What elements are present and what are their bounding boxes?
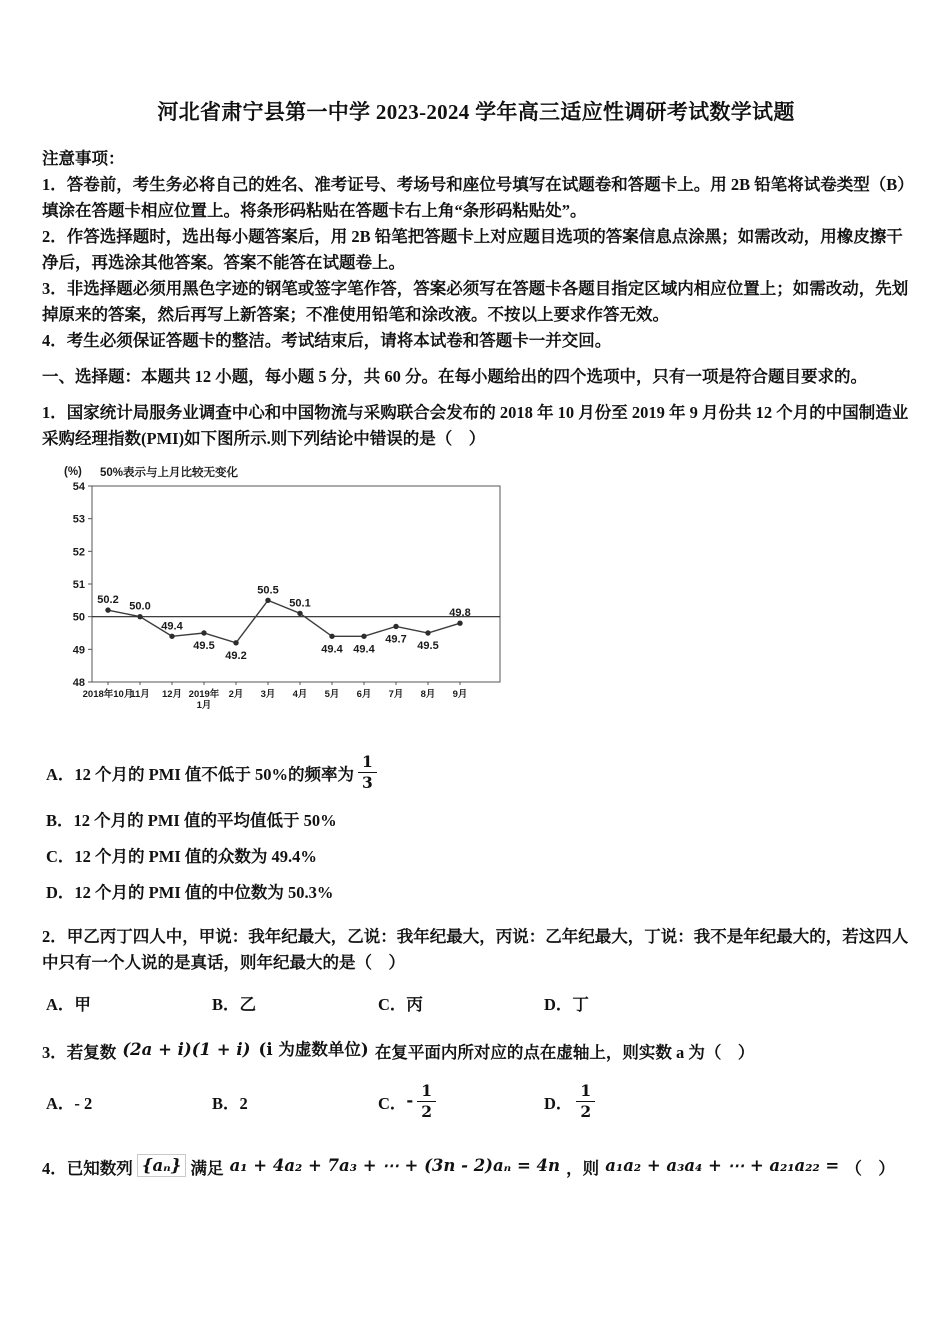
q1-option-b: B．12 个月的 PMI 值的平均值低于 50% <box>46 811 337 830</box>
svg-text:50.0: 50.0 <box>129 600 151 613</box>
fraction-one-half <box>576 1082 595 1121</box>
q1-option-a-text: A．12 个月的 PMI 值不低于 50%的频率为 <box>46 765 354 784</box>
svg-text:49.5: 49.5 <box>193 640 215 652</box>
q1-option-c: C．12 个月的 PMI 值的众数为 49.4% <box>46 847 317 866</box>
notice-item-4: 4．考生必须保证答题卡的整洁。考试结束后，请将本试卷和答题卡一并交回。 <box>42 331 612 350</box>
notice-item-2: 2．作答选择题时，选出每小题答案后，用 2B 铅笔把答题卡上对应题目选项的答案信息点涂黑；如需改动，用橡皮擦干净后，再选涂其他答案。答案不能答在试题卷上。 <box>42 227 903 272</box>
q4-equation-1: a₁ + 4a₂ + 7a₃ + ⋯ + (3n - 2)aₙ = 4n <box>229 1156 561 1175</box>
q2-option-b: B．乙 <box>212 995 257 1014</box>
svg-text:49.4: 49.4 <box>353 643 375 656</box>
fraction-numerator: 1 <box>576 1082 595 1102</box>
question-1-text: 1．国家统计局服务业调查中心和中国物流与采购联合会发布的 2018 年 10 月份至 2019 年 9 月份共 12 个月的中国制造业采购经理指数(PMI)如下图所示.则下列结论中错误的是（ ） <box>42 403 909 448</box>
q3-option-c-minus-sign: - <box>406 1091 414 1110</box>
fraction-numerator: 1 <box>417 1082 436 1102</box>
q4-prefix: 4．已知数列 <box>42 1159 133 1178</box>
fraction-numerator: 1 <box>358 753 377 773</box>
svg-text:2018年10月: 2018年10月 <box>82 689 134 700</box>
q3-options-row <box>46 1080 910 1128</box>
q3-option-c-label: C． <box>378 1094 407 1113</box>
svg-text:2019年1月: 2019年 1月 <box>188 689 220 711</box>
svg-text:49.4: 49.4 <box>321 643 343 656</box>
svg-text:4月: 4月 <box>292 689 308 700</box>
svg-text:50%表示与上月比较无变化: 50%表示与上月比较无变化 <box>100 467 239 479</box>
q3-prefix: 3．若复数 <box>42 1043 117 1062</box>
svg-text:49: 49 <box>72 644 85 657</box>
svg-text:7月: 7月 <box>388 689 404 700</box>
fraction-one-third <box>358 753 377 792</box>
svg-text:3月: 3月 <box>260 689 276 700</box>
svg-text:8月: 8月 <box>420 689 436 700</box>
q2-options-row <box>46 990 910 1020</box>
fraction-denominator: 2 <box>580 1102 592 1121</box>
q3-option-d <box>544 1080 599 1124</box>
notice-item-1: 1．答卷前，考生务必将自己的姓名、准考证号、考场号和座位号填写在试题卷和答题卡上。用 2B 铅笔将试卷类型（B）填涂在答题卡相应位置上。将条形码粘贴在答题卡右上角“条形码粘贴处”。 <box>42 175 906 220</box>
q4-sequence-notation: {aₙ} <box>137 1154 186 1177</box>
pmi-line-chart <box>58 460 510 728</box>
svg-text:53: 53 <box>72 513 85 526</box>
q1-option-a <box>46 752 910 798</box>
svg-text:51: 51 <box>72 579 85 591</box>
svg-text:50.5: 50.5 <box>257 584 279 597</box>
svg-text:49.4: 49.4 <box>161 620 183 633</box>
svg-text:48: 48 <box>72 677 85 689</box>
pmi-chart-svg <box>58 460 510 728</box>
q4-mid2: ，则 <box>566 1159 600 1178</box>
question-3-text <box>42 1040 910 1066</box>
svg-text:52: 52 <box>72 546 85 559</box>
q3-option-c <box>378 1080 544 1124</box>
q3-option-b: B．2 <box>212 1094 248 1113</box>
svg-text:50: 50 <box>72 611 85 624</box>
svg-text:11月: 11月 <box>130 689 150 700</box>
question-2-text: 2．甲乙丙丁四人中，甲说：我年纪最大，乙说：我年纪最大，丙说：乙年纪最大，丁说：我不是年纪最大的，若这四人中只有一个人说的是真话，则年纪最大的是（ ） <box>42 927 909 972</box>
svg-text:54: 54 <box>72 481 85 493</box>
q3-suffix: 在复平面内所对应的点在虚轴上，则实数 a 为（ ） <box>374 1043 755 1062</box>
svg-text:5月: 5月 <box>324 689 340 700</box>
svg-text:50.2: 50.2 <box>97 594 119 607</box>
q2-option-c: C．丙 <box>378 995 423 1014</box>
notice-item-3: 3．非选择题必须用黑色字迹的钢笔或签字笔作答，答案必须写在答题卡各题目指定区域内相应位置上；如需改动，先划掉原来的答案，然后再写上新答案；不准使用铅笔和涂改液。不按以上要求作答无效。 <box>42 279 909 324</box>
svg-text:49.5: 49.5 <box>417 640 439 652</box>
section-1-heading: 一、选择题：本题共 12 小题，每小题 5 分，共 60 分。在每小题给出的四个选项中，只有一项是符合题目要求的。 <box>42 367 867 386</box>
q3-option-a: A．- 2 <box>46 1094 93 1113</box>
notice-section <box>42 146 910 354</box>
question-4-text <box>42 1156 910 1182</box>
q2-option-a: A．甲 <box>46 995 91 1014</box>
fraction-denominator: 2 <box>421 1102 433 1121</box>
svg-text:49.8: 49.8 <box>449 607 471 620</box>
fraction-denominator: 3 <box>362 773 373 792</box>
svg-text:49.2: 49.2 <box>225 649 247 662</box>
svg-text:6月: 6月 <box>356 689 372 700</box>
q3-imaginary-unit-note: (i 为虚数单位) <box>258 1040 369 1059</box>
notice-heading: 注意事项： <box>42 149 125 168</box>
svg-text:50.1: 50.1 <box>289 597 311 610</box>
q3-option-d-label: D． <box>544 1094 573 1113</box>
q4-equation-2: a₁a₂ + a₃a₄ + ⋯ + a₂₁a₂₂ = <box>605 1156 840 1175</box>
svg-text:49.7: 49.7 <box>385 633 407 646</box>
page-title: 河北省肃宁县第一中学 2023-2024 学年高三适应性调研考试数学试题 <box>157 100 795 124</box>
svg-text:12月: 12月 <box>161 689 183 700</box>
fraction-one-half-negative <box>417 1082 436 1121</box>
q2-option-d: D．丁 <box>544 995 589 1014</box>
q4-answer-blank: （ ） <box>845 1159 895 1178</box>
svg-text:9月: 9月 <box>452 689 468 700</box>
svg-text:2月: 2月 <box>228 689 244 700</box>
q1-option-d: D．12 个月的 PMI 值的中位数为 50.3% <box>46 883 334 902</box>
q3-complex-expression: (2a + i)(1 + i) <box>122 1040 251 1059</box>
q4-mid: 满足 <box>190 1159 224 1178</box>
svg-text:(%): (%) <box>64 466 82 478</box>
